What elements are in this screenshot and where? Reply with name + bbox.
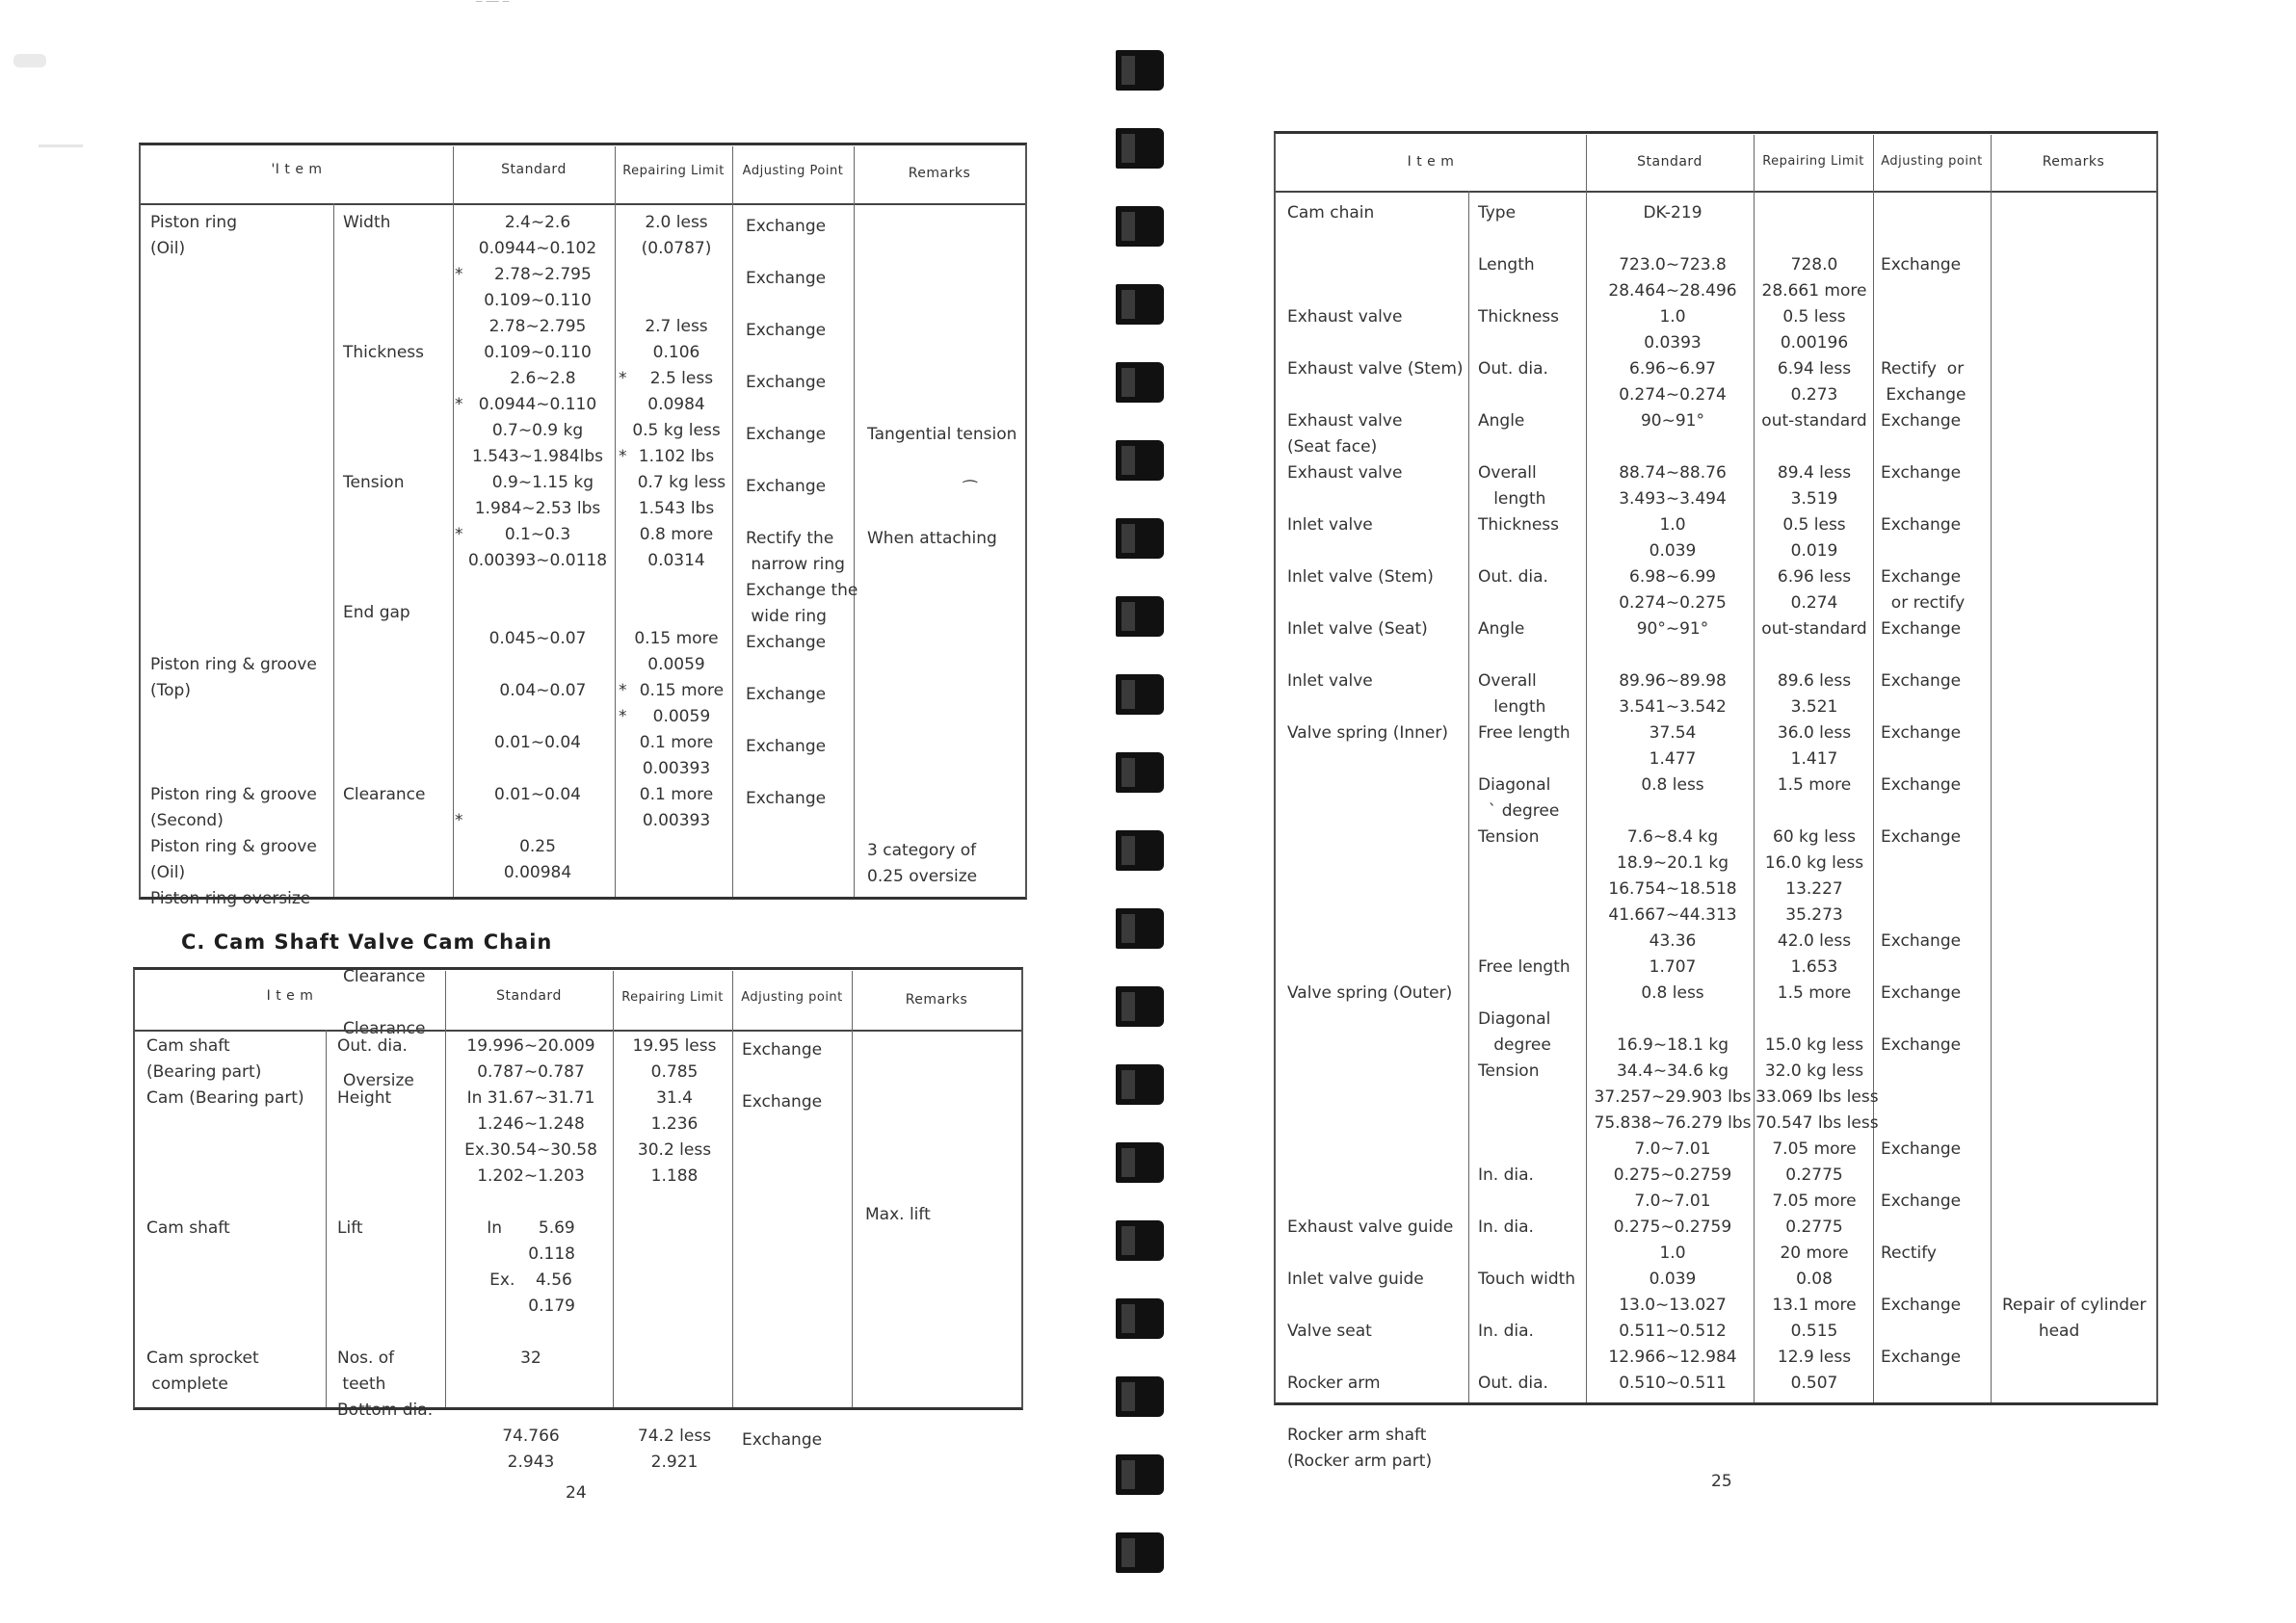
- column-sub-item: Width Thickness Tension End gap Clearance Clearance Clearance Oversize: [343, 213, 426, 1090]
- column-adjusting-point: Exchange Exchange Exchange: [742, 1040, 823, 1450]
- page-number: 24: [566, 1483, 587, 1503]
- header-item: ꞌI t e m: [271, 162, 323, 177]
- header-adjusting-point: Adjusting Point: [742, 164, 844, 178]
- scan-smudge: [39, 144, 83, 147]
- column-repairing-limit: 19.95 less 0.785 31.4 1.236 30.2 less 1.188 74.2 less 2.921: [632, 1036, 717, 1472]
- column-standard: 19.996∼20.009 0.787∼0.787 In 31.67∼31.71 1.246∼1.248 Ex.30.54∼30.58 1.202∼1.203 In 5.69 0.118 Ex. 4.56 0.179 32 74.766 2.943: [464, 1036, 597, 1472]
- scan-mark: ‾ ‾‾ ‾: [476, 0, 510, 14]
- page-number: 25: [1711, 1472, 1732, 1491]
- column-star-marks: * * * *: [619, 369, 627, 726]
- column-adjusting-point: Exchange Exchange Exchange Exchange Exchange Exchange Rectify the narrow ring Exchange the wide ring Exchange Exchange Exchange Exchange: [746, 217, 858, 808]
- column-standard: 2.4∼2.6 0.0944∼0.102 2.78∼2.795 0.109∼0.110 2.78∼2.795 0.109∼0.110 2.6∼2.8 0.0944∼0.110 0.7∼0.9 kg 1.543∼1.984lbs 0.9∼1.15 kg 1.984∼2.53 lbs 0.1∼0.3 0.00393∼0.0118 0.045∼0.07 0.04∼0.07 0.01∼0.04 0.01∼0.04 0.25 0.00984: [467, 213, 608, 882]
- column-star-marks: * * * *: [455, 265, 463, 830]
- header-remarks: Remarks: [905, 992, 968, 1008]
- header-repairing-limit: Repairing Limit: [621, 990, 724, 1005]
- column-adjusting-point: Exchange Rectify or Exchange Exchange Exchange Exchange Exchange or rectify Exchange Exchange Exchange Exchange Exchange Exchange Exchange Exchange Exchange Exchange Rectify Exchange Exchange: [1881, 255, 1966, 1367]
- header-remarks: Remarks: [2042, 154, 2105, 170]
- column-repairing-limit: 728.0 28.661 more 0.5 less 0.00196 6.94 less 0.273 out-standard 89.4 less 3.519 0.5 less 0.019 6.96 less 0.274 out-standard 89.6 less 3.521 36.0 less 1.417 1.5 more 60 kg less 16.0 kg less 13.227 35.273 42.0 less 1.653 1.5 more 15.0 kg less 32.0 kg less 33.069 lbs less 70.547 lbs less 7.05 more 0.2775 7.05 more 0.2775 20 more 0.08 13.1 more 0.515 12.9 less 0.507: [1755, 255, 1879, 1393]
- header-standard: Standard: [496, 988, 562, 1004]
- scan-smudge: [13, 54, 46, 67]
- header-adjusting-point: Adjusting point: [1881, 154, 1983, 169]
- column-repairing-limit: 2.0 less (0.0787) 2.7 less 0.106 2.5 less 0.0984 0.5 kg less 1.102 lbs 0.7 kg less 1.543 lbs 0.8 more 0.0314 0.15 more 0.0059 0.15 more 0.0059 0.1 more 0.00393 0.1 more 0.00393: [632, 213, 726, 830]
- remarks-dash-mark: ⁀: [963, 481, 977, 500]
- column-remarks: Tangential tension When attaching 3 category of 0.25 oversize: [867, 425, 1017, 886]
- section-title: C. Cam Shaft Valve Cam Chain: [181, 930, 553, 954]
- header-remarks: Remarks: [908, 166, 971, 181]
- header-item: I t e m: [266, 988, 314, 1004]
- column-sub-item: Type Length Thickness Out. dia. Angle Overall length Thickness Out. dia. Angle Overall length Free length Diagonal ˋ degree Tension Free length Diagonal degree Tension In. dia. In. dia. Touch width In. dia. Out. dia.: [1478, 203, 1576, 1393]
- column-remarks: Repair of cylinder head: [2002, 1296, 2147, 1341]
- spiral-binding: [1116, 39, 1166, 1618]
- column-sub-item: Out. dia. Height Lift Nos. of teeth Bottom dia.: [337, 1036, 434, 1420]
- column-item: Cam chain Exhaust valve Exhaust valve (Stem) Exhaust valve (Seat face) Exhaust valve Inlet valve Inlet valve (Stem) Inlet valve (Seat) Inlet valve Valve spring (Inner) Valve spring (Outer) Exhaust valve guide Inlet valve guide Valve seat Rocker arm Rocker arm shaft (Rocker arm part): [1287, 203, 1464, 1471]
- header-item: I t e m: [1407, 154, 1455, 170]
- header-adjusting-point: Adjusting point: [741, 990, 843, 1005]
- column-standard: DK-219 723.0∼723.8 28.464∼28.496 1.0 0.0393 6.96∼6.97 0.274∼0.274 90∼91° 88.74∼88.76 3.493∼3.494 1.0 0.039 6.98∼6.99 0.274∼0.275 90°∼91° 89.96∼89.98 3.541∼3.542 37.54 1.477 0.8 less 7.6∼8.4 kg 18.9∼20.1 kg 16.754∼18.518 41.667∼44.313 43.36 1.707 0.8 less 16.9∼18.1 kg 34.4∼34.6 kg 37.257∼29.903 lbs 75.838∼76.279 lbs 7.0∼7.01 0.275∼0.2759 7.0∼7.01 0.275∼0.2759 1.0 0.039 13.0∼13.027 0.511∼0.512 12.966∼12.984 0.510∼0.511: [1594, 203, 1752, 1393]
- header-repairing-limit: Repairing Limit: [622, 164, 725, 178]
- column-remarks: Max. lift: [865, 1205, 931, 1224]
- column-item: Piston ring (Oil) Piston ring & groove (Top) Piston ring & groove (Second) Piston ring & groove (Oil) Piston ring oversize: [150, 213, 317, 908]
- header-standard: Standard: [1637, 154, 1702, 170]
- header-repairing-limit: Repairing Limit: [1762, 154, 1864, 169]
- column-item: Cam shaft (Bearing part) Cam (Bearing part) Cam shaft Cam sprocket complete: [146, 1036, 304, 1394]
- header-standard: Standard: [501, 162, 567, 177]
